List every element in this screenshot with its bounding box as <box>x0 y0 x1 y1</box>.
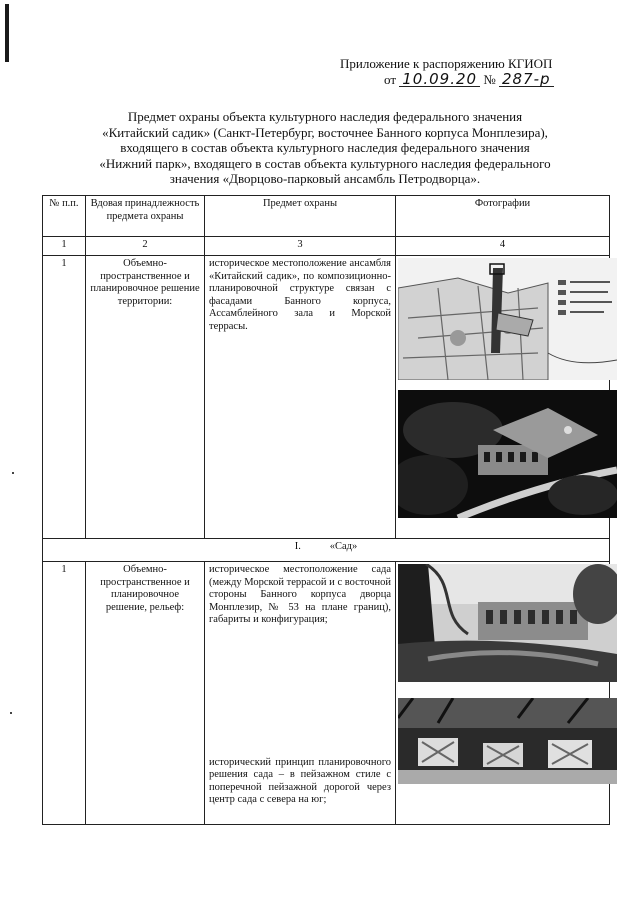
scan-edge-mark <box>5 4 9 62</box>
title-line: «Нижний парк», входящего в состав объекта культурного наследия федерального <box>99 155 551 171</box>
header-num: № п.п. <box>43 196 86 237</box>
row-kind: Объемно-пространственное и планировочное решение, рельеф: <box>86 562 205 825</box>
site-plan-image <box>398 258 617 380</box>
row-num: 1 <box>43 562 86 825</box>
row-num: 1 <box>43 256 86 539</box>
table-row <box>43 256 610 539</box>
section-row <box>43 539 610 562</box>
garden-photo <box>398 564 617 682</box>
row-kind: Объемно-пространственное и планировочное решение территории: <box>86 256 205 539</box>
appendix-line: Приложение к распоряжению КГИОП <box>340 56 553 71</box>
table-row <box>43 562 610 825</box>
row-photos <box>396 256 610 539</box>
section-name: «Сад» <box>329 541 358 552</box>
title-line: входящего в состав объекта культурного наследия федерального значения <box>120 140 530 155</box>
subject-item: историческое местоположение сада (между Морской террасой и с восточной стороны Банного корпуса дворца Монплезир, № 53 на плане границ), габариты и конфигурация; <box>209 564 391 625</box>
subject-item: исторический принцип планировочного решения сада – в пейзажном стиле с поперечной пейзажной дорогой через центр сада с севера на юг; <box>209 756 391 805</box>
protection-subject-table <box>42 195 610 825</box>
header-photos: Фотографии <box>396 196 610 237</box>
scan-speck <box>10 712 12 714</box>
appendix-header <box>340 56 570 88</box>
column-number-row <box>43 237 610 256</box>
column-number: 2 <box>86 237 205 256</box>
title-line: «Китайский садик» (Санкт-Петербург, восточнее Банного корпуса Монплезира), <box>102 124 548 140</box>
appendix-number-sign: № <box>483 72 496 87</box>
appendix-number: 287-р <box>499 72 554 87</box>
title-line: Предмет охраны объекта культурного наследия федерального значения <box>127 109 523 124</box>
row-photos <box>396 562 610 825</box>
title-line: значения «Дворцово-парковый ансамбль Петродворца». <box>169 171 481 186</box>
garden-photo <box>398 698 617 784</box>
header-subject: Предмет охраны <box>205 196 396 237</box>
column-number: 1 <box>43 237 86 256</box>
appendix-from-label: от <box>384 72 397 87</box>
table-header-row <box>43 196 610 237</box>
aerial-photo <box>398 390 617 518</box>
header-kind: Вдовая принадлежность предмета охраны <box>86 196 205 237</box>
appendix-date-line <box>340 72 570 88</box>
document-title <box>70 109 580 187</box>
column-number: 3 <box>205 237 396 256</box>
scan-speck <box>12 472 14 474</box>
column-number: 4 <box>396 237 610 256</box>
section-numeral: I. <box>294 541 301 552</box>
section-title <box>43 539 610 562</box>
row-subject <box>205 562 396 825</box>
row-subject: историческое местоположение ансамбля «Китайский садик», по композиционно-планировочной структуре связан с фасадами Банного корпуса, Ассамблейного зала и Морской террасы. <box>205 256 396 539</box>
subject-spacer <box>209 627 391 757</box>
appendix-date: 10.09.20 <box>399 72 480 87</box>
